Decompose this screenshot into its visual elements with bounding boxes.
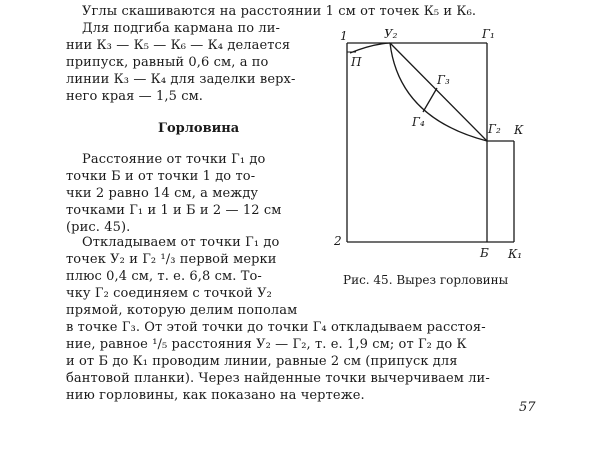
label-b: Б	[480, 246, 489, 260]
label-g2: Г₂	[488, 122, 501, 136]
body-line-6: Откладываем от точки Г₁ до	[82, 235, 280, 250]
label-k1: К₁	[508, 247, 523, 261]
body-line-11: в точке Г₃. От этой точки до точки Г₄ откладываем расстоя-	[66, 320, 486, 335]
body-line-4: точками Г₁ и 1 и Б и 2 — 12 см	[66, 203, 282, 218]
intro-line-1: Углы скашиваются на расстоянии 1 см от точек К₅ и К₆.	[82, 4, 477, 19]
intro-line-6: него края — 1,5 см.	[66, 89, 204, 104]
label-2: 2	[334, 234, 342, 248]
body-line-13: и от Б до К₁ проводим линии, равные 2 см (припуск для	[66, 354, 458, 369]
label-g3: Г₃	[437, 73, 450, 87]
label-p: П	[351, 55, 362, 69]
body-line-1: Расстояние от точки Г₁ до	[82, 152, 266, 167]
body-line-12: ние, равное ¹/₅ расстояния У₂ — Г₂, т. е. 1,9 см; от Г₂ до К	[66, 337, 467, 352]
neckline-diagram	[330, 26, 530, 266]
body-line-8: плюс 0,4 см, т. е. 6,8 см. То-	[66, 269, 262, 284]
chord-u2-g2	[390, 43, 487, 141]
label-k: К	[514, 123, 524, 137]
body-line-9: чку Г₂ соединяем с точкой У₂	[66, 286, 272, 301]
section-title: Горловина	[158, 121, 240, 136]
body-line-2: точки Б и от точки 1 до то-	[66, 169, 256, 184]
body-line-5: (рис. 45).	[66, 220, 131, 235]
label-1: 1	[340, 29, 348, 43]
intro-line-2: Для подгиба кармана по ли-	[82, 21, 280, 36]
body-line-15: нию горловины, как показано на чертеже.	[66, 388, 365, 403]
body-line-14: бантовой планки). Через найденные точки вычерчиваем ли-	[66, 371, 490, 386]
figure-caption: Рис. 45. Вырез горловины	[343, 273, 509, 287]
intro-line-4: припуск, равный 0,6 см, а по	[66, 55, 269, 70]
page-number: 57	[519, 400, 536, 415]
label-u2: У₂	[384, 27, 398, 41]
label-g4: Г₄	[412, 115, 425, 129]
body-line-7: точек У₂ и Г₂ ¹/₃ первой мерки	[66, 252, 277, 267]
intro-line-3: нии К₃ — К₅ — К₆ — К₄ делается	[66, 38, 291, 53]
body-line-10: прямой, которую делим пополам	[66, 303, 298, 318]
label-g1: Г₁	[482, 27, 495, 41]
intro-line-5: линии К₃ — К₄ для заделки верх-	[66, 72, 296, 87]
g3-g4-line	[423, 88, 437, 112]
body-line-3: чки 2 равно 14 см, а между	[66, 186, 259, 201]
